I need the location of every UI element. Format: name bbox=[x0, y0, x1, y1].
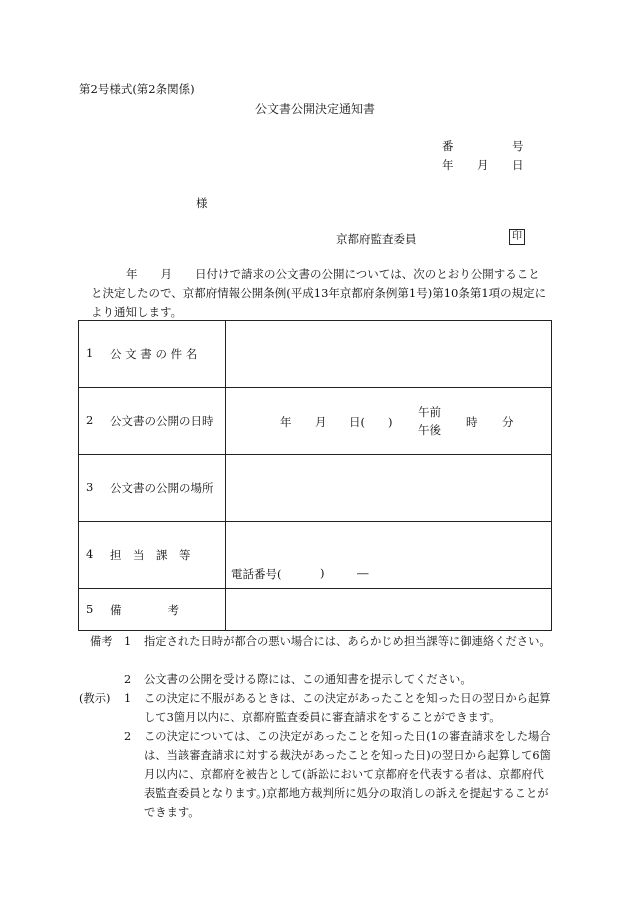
row-label bbox=[79, 455, 226, 522]
addressee-suffix: 様 bbox=[196, 196, 208, 210]
note-item bbox=[78, 689, 552, 727]
row-label-text: 備 考 bbox=[110, 602, 179, 617]
biko-label: 備考 bbox=[90, 635, 113, 648]
row-label bbox=[79, 321, 226, 388]
row-label bbox=[79, 388, 226, 455]
note-text: この決定に不服があるときは、この決定があったことを知った日の翌日から起算して3箇月以内に、京都府監査委員に審査請求をすることができます。 bbox=[144, 692, 551, 724]
disclosure-table bbox=[78, 320, 552, 631]
table-row bbox=[79, 455, 552, 522]
row-label bbox=[79, 522, 226, 589]
row-label-text: 担 当 課 等 bbox=[110, 548, 191, 562]
dt-month: 月 bbox=[315, 415, 327, 429]
ban-label: 番 bbox=[442, 139, 454, 153]
body-line-1: 年 月 日付けで請求の公文書の公開については、次のとおり公開すること bbox=[126, 267, 540, 281]
note-item bbox=[78, 727, 552, 822]
table-row bbox=[79, 388, 552, 455]
phone-label: 電話番号( bbox=[231, 567, 282, 581]
row-number: 1 bbox=[86, 346, 94, 360]
remarks-field[interactable] bbox=[226, 589, 552, 631]
row-number: 5 bbox=[86, 601, 94, 616]
note-number: 2 bbox=[124, 673, 132, 686]
note-text: 指定された日時が都合の悪い場合には、あらかじめ担当課等に御連絡ください。 bbox=[144, 635, 551, 648]
dt-day: 日( ) bbox=[349, 415, 393, 429]
dt-pm: 午後 bbox=[418, 423, 441, 437]
document-name-field[interactable] bbox=[226, 321, 552, 388]
row-number: 2 bbox=[86, 413, 94, 427]
note-text: 公文書の公開を受ける際には、この通知書を提示してください。 bbox=[144, 673, 472, 686]
location-field[interactable] bbox=[226, 455, 552, 522]
year-label: 年 bbox=[442, 158, 454, 172]
form-number: 第2号様式(第2条関係) bbox=[79, 82, 195, 96]
kyoji-label: (教示) bbox=[79, 692, 111, 705]
notes-section bbox=[78, 632, 552, 822]
note-item bbox=[78, 670, 552, 689]
phone-close: ) bbox=[320, 566, 325, 580]
dt-hour: 時 bbox=[466, 415, 478, 429]
go-label: 号 bbox=[512, 139, 524, 153]
row-label-text: 公 文 書 の 件 名 bbox=[110, 347, 198, 361]
phone-dash: ― bbox=[357, 566, 369, 580]
dt-am: 午前 bbox=[418, 405, 441, 419]
table-row bbox=[79, 321, 552, 388]
dt-minute: 分 bbox=[502, 415, 514, 429]
seal-mark: 印 bbox=[509, 229, 525, 245]
issuer-name: 京都府監査委員 bbox=[336, 232, 417, 246]
row-number: 3 bbox=[86, 480, 94, 494]
row-label bbox=[79, 589, 226, 631]
row-label-text: 公文書の公開の場所 bbox=[110, 481, 214, 495]
row-number: 4 bbox=[86, 547, 94, 561]
row-label-text: 公文書の公開の日時 bbox=[110, 414, 214, 428]
dt-year: 年 bbox=[280, 415, 292, 429]
document-title: 公文書公開決定通知書 bbox=[254, 102, 375, 116]
month-label: 月 bbox=[477, 158, 489, 172]
note-item bbox=[78, 632, 552, 670]
body-line-2: と決定したので、京都府情報公開条例(平成13年京都府条例第1号)第10条第1項の規定に bbox=[91, 286, 547, 300]
note-number: 1 bbox=[124, 692, 132, 705]
note-number: 2 bbox=[124, 730, 132, 743]
table-row bbox=[79, 589, 552, 631]
notice-body bbox=[91, 265, 553, 322]
day-label: 日 bbox=[512, 158, 524, 172]
body-line-3: より通知します。 bbox=[91, 305, 183, 319]
note-text: この決定については、この決定があったことを知った日(1の審査請求をした場合は、当該審査請求に対する裁決があったことを知った日)の翌日から起算して6箇月以内に、京都府を被告として(訴訟において京都府を代表する者は、京都府代表監査委員となります。)京都地方裁判所に処分の取消しの訴えを提起することができます。 bbox=[144, 730, 551, 819]
datetime-field[interactable] bbox=[226, 388, 552, 455]
note-number: 1 bbox=[124, 635, 132, 648]
department-field[interactable] bbox=[226, 522, 552, 589]
table-row bbox=[79, 522, 552, 589]
